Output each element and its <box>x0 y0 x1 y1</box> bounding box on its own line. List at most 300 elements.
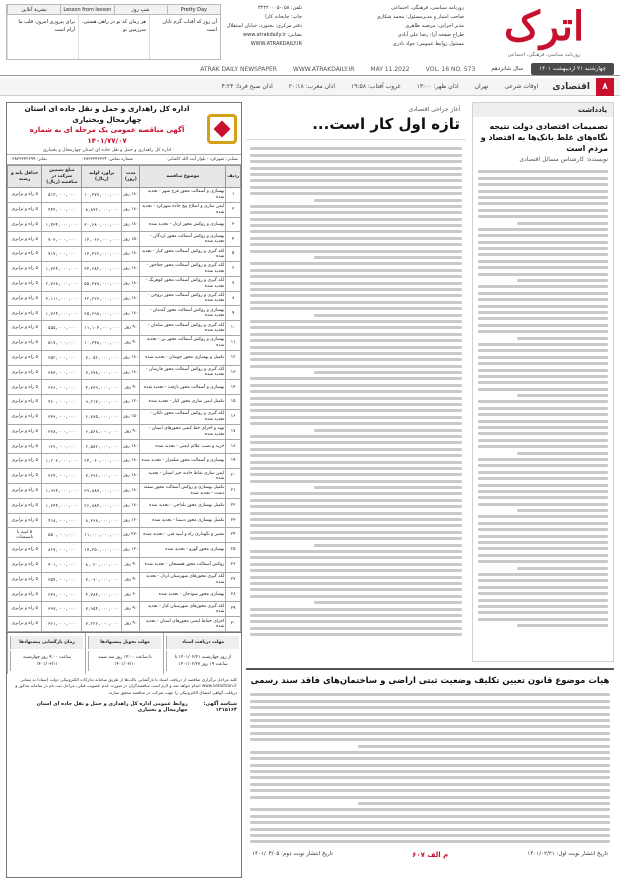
table-row <box>8 380 241 395</box>
text-line <box>250 840 610 843</box>
text-line <box>478 324 608 327</box>
notice-code: م الف ۶۰۷ <box>412 850 449 859</box>
row-subject: لکه گیری و روکش آسفالت محور کیار - تجدید شده <box>140 247 226 262</box>
table-row <box>8 276 241 291</box>
row-estimate: ۷,۰۵۲,۰۰۰,۰۰۰ <box>82 350 122 365</box>
text-line <box>478 541 608 544</box>
row-guarantee: ۸۶۷,۰۰۰,۰۰۰ <box>42 543 82 558</box>
row-estimate: ۱۱,۰۰۰,۰۰۰,۰۰۰ <box>82 528 122 543</box>
row-subject: تهیه و اجرای خط کشی محورهای استان - تجدید شده <box>140 424 226 439</box>
row-guarantee: ۴۱۸,۰۰۰,۰۰۰ <box>42 513 82 528</box>
row-estimate: ۸,۰۲۰,۰۰۰,۰۰۰ <box>82 557 122 572</box>
row-grade: ۵ راه و ترابری <box>8 365 42 380</box>
text-line <box>478 285 608 288</box>
deadline-value: ساعت ۹:۰۰ روز چهارشنبه ۱۴۰۱/۰۳/۱۱ <box>10 651 83 671</box>
text-line <box>478 349 608 352</box>
text-line <box>478 273 608 276</box>
row-number: ۸ <box>226 291 241 306</box>
text-line <box>250 582 462 585</box>
row-estimate: ۱۰,۴۷۷,۰۰۰,۰۰۰ <box>82 188 122 203</box>
row-duration: ۹۰ روز <box>122 335 140 350</box>
row-estimate: ۱۷,۳۵۰,۰۰۰,۰۰۰ <box>82 543 122 558</box>
row-duration: ۱۲۰ روز <box>122 395 140 410</box>
row-number: ۲۶ <box>226 557 241 572</box>
ad-tab[interactable]: شبِ روز <box>114 5 167 14</box>
row-grade: ۵ راه و ترابری <box>8 454 42 469</box>
column-header: موضوع مناقصه <box>140 166 226 188</box>
text-line <box>478 528 608 531</box>
paper-name-english: ATRAK DAILY NEWSPAPER <box>200 65 277 73</box>
row-grade: ۵ راه و ترابری <box>8 321 42 336</box>
text-line <box>250 397 462 400</box>
tender-table <box>7 165 241 632</box>
table-row <box>8 587 241 602</box>
text-line <box>250 492 462 495</box>
table-row <box>8 217 241 232</box>
text-line <box>250 531 462 534</box>
notes-author: نویسنده: کارشناس مسائل اقتصادی <box>519 156 608 163</box>
deadline-label: زمان بازگشایی پیشنهادها <box>10 636 83 649</box>
tender-org-title: اداره کل راهداری و حمل و نقل جاده ای استان چهارمحال وبختیاری <box>24 104 190 124</box>
row-number: ۱۴ <box>226 380 241 395</box>
text-line <box>314 601 462 604</box>
prayer-time: اذان ظهر: ۱۳:۰۰ <box>416 83 459 90</box>
prayer-time: اذان مغرب: ۲۰:۱۸ <box>288 83 336 90</box>
row-subject: بهسازی و روکش آسفالت محور گندمان - تجدید شده <box>140 306 226 321</box>
row-guarantee: ۱,۴۳۴,۰۰۰,۰۰۰ <box>42 217 82 232</box>
table-row <box>8 232 241 247</box>
text-line <box>358 745 610 748</box>
row-duration: ۱۸۰ روز <box>122 365 140 380</box>
tender-header <box>7 103 241 155</box>
table-row <box>8 572 241 587</box>
row-grade: ۵ راه و ترابری <box>8 291 42 306</box>
text-line <box>478 547 608 550</box>
text-line <box>250 738 610 741</box>
city-label: تهران <box>474 83 489 90</box>
tender-subtitle: اداره کل راهداری و حمل و نقل جاده ای استان چهارمحال و بختیاری <box>42 148 172 153</box>
text-line <box>250 160 462 163</box>
row-duration: ۱۵۰ روز <box>122 232 140 247</box>
row-subject: تعمیر و نگهداری راه و ابنیه فنی - تجدید شده <box>140 528 226 543</box>
row-estimate: ۳۴,۶۸۲,۰۰۰,۰۰۰ <box>82 261 122 276</box>
text-line <box>250 706 610 709</box>
text-line <box>478 439 608 442</box>
contact-line: تلفن: ۰۵۸-۳۲۲۲۰۰۰۵ <box>257 5 302 11</box>
row-grade: ۵ راه و ترابری <box>8 513 42 528</box>
table-row <box>8 306 241 321</box>
table-row <box>8 439 241 454</box>
text-line <box>478 253 608 256</box>
text-line <box>250 218 462 221</box>
text-line <box>478 407 608 410</box>
row-subject: تکمیل و بهسازی محور جونقان - تجدید شده <box>140 350 226 365</box>
notice-id: شناسه آگهی: ۱۳۱۵۱۶۴ <box>203 701 237 714</box>
ad-tab[interactable]: Pretty Day <box>167 5 220 14</box>
text-line <box>250 435 462 438</box>
row-estimate: ۷,۲۲۶,۰۰۰,۰۰۰ <box>82 617 122 632</box>
volume-number: VOL. 16 NO. 573 <box>425 65 476 73</box>
text-line <box>478 234 608 237</box>
row-subject: ایمن سازی و اصلاح پیچ جاده شهرکرد - تجدید شده <box>140 202 226 217</box>
row-duration: ۹۰ روز <box>122 602 140 617</box>
text-line <box>250 821 610 824</box>
text-line <box>250 789 610 792</box>
row-number: ۷ <box>226 276 241 291</box>
row-number: ۱۰ <box>226 321 241 336</box>
text-line <box>250 173 462 176</box>
table-row <box>8 469 241 484</box>
row-duration: ۹۰ روز <box>122 572 140 587</box>
row-estimate: ۱۴,۳۲۶,۰۰۰,۰۰۰ <box>82 247 122 262</box>
row-subject: بهسازی و روکش آسفالت محور بن - تجدید شده <box>140 335 226 350</box>
text-line <box>250 422 462 425</box>
prayer-times-label: اوقات شرعی <box>504 83 539 90</box>
table-row <box>8 424 241 439</box>
row-estimate: ۱۰,۳۴۸,۰۰۰,۰۰۰ <box>82 335 122 350</box>
row-duration: ۱۸۰ روز <box>122 202 140 217</box>
row-estimate: ۶۲,۲۲۶,۰۰۰,۰۰۰ <box>82 291 122 306</box>
row-duration: ۶۰ روز <box>122 587 140 602</box>
row-guarantee: ۳۸۳,۰۰۰,۰۰۰ <box>42 365 82 380</box>
text-line <box>478 241 608 244</box>
row-number: ۲۷ <box>226 572 241 587</box>
text-line <box>250 237 462 240</box>
row-guarantee: ۱۲۹,۰۰۰,۰۰۰ <box>42 439 82 454</box>
row-duration: ۱۸۰ روز <box>122 483 140 498</box>
text-line <box>250 275 462 278</box>
text-line <box>478 445 608 448</box>
row-guarantee: ۳,۱۱۱,۰۰۰,۰۰۰ <box>42 291 82 306</box>
text-line <box>250 757 610 760</box>
text-line <box>478 330 608 333</box>
row-estimate: ۸,۳۶۸,۰۰۰,۰۰۰ <box>82 513 122 528</box>
table-row <box>8 365 241 380</box>
column-header: ردیف <box>226 166 241 188</box>
notes-column <box>472 102 614 662</box>
row-grade: ۵ راه و ترابری <box>8 276 42 291</box>
text-line <box>314 486 462 489</box>
tender-notice <box>6 102 242 878</box>
row-number: ۱ <box>226 188 241 203</box>
row-number: ۲۲ <box>226 498 241 513</box>
text-line <box>517 509 608 512</box>
text-line <box>250 346 462 349</box>
text-line <box>478 420 608 423</box>
row-subject: ایمن سازی نقاط حادثه خیز استان - تجدید شده <box>140 469 226 484</box>
text-line <box>314 429 462 432</box>
text-line <box>250 326 462 329</box>
text-line <box>314 371 462 374</box>
text-line <box>250 796 610 799</box>
text-line <box>250 480 462 483</box>
row-estimate: ۲,۵۸۲,۰۰۰,۰۰۰ <box>82 439 122 454</box>
row-duration: ۹۰ روز <box>122 617 140 632</box>
text-line <box>250 834 610 837</box>
table-row <box>8 335 241 350</box>
text-line <box>478 605 608 608</box>
row-number: ۱۲ <box>226 350 241 365</box>
row-subject: لکه گیری محورهای شهرستان کیار - تجدید شده <box>140 602 226 617</box>
text-line <box>478 317 608 320</box>
row-grade: ۵ راه و ترابری <box>8 217 42 232</box>
table-row <box>8 617 241 632</box>
row-duration: ۱۵۰ روز <box>122 409 140 424</box>
row-estimate: ۳۰,۶۸۰,۰۰۰,۰۰۰ <box>82 217 122 232</box>
row-grade: ۵ راه و ترابری <box>8 543 42 558</box>
row-subject: تکمیل بهسازی و روکش آسفالت محور سفید دشت - تجدید شده <box>140 483 226 498</box>
text-line <box>250 524 462 527</box>
text-line <box>314 314 462 317</box>
row-guarantee: ۱,۷۳۴,۰۰۰,۰۰۰ <box>42 261 82 276</box>
text-line <box>250 518 462 521</box>
row-grade: ۵ راه و ترابری <box>8 395 42 410</box>
text-line <box>478 496 608 499</box>
row-grade: ۵ راه و ترابری <box>8 469 42 484</box>
text-line <box>358 802 610 805</box>
row-duration: ۱۸۰ روز <box>122 350 140 365</box>
row-estimate: ۱۱,۱۰۴,۰۰۰,۰۰۰ <box>82 321 122 336</box>
text-line <box>250 608 462 611</box>
tender-fax: نمابر: ۰۳۸۳۳۳۴۲۳۹۹ <box>10 157 47 162</box>
text-line <box>250 339 462 342</box>
text-line <box>478 292 608 295</box>
text-line <box>250 147 462 150</box>
text-line <box>250 454 462 457</box>
row-duration: ۱۸۰ روز <box>122 247 140 262</box>
text-line <box>250 719 610 722</box>
tender-phone: شماره تماس: ۰۳۸۳۳۳۴۲۳۳۴ <box>81 157 133 162</box>
row-guarantee: ۲۳۹,۰۰۰,۰۰۰ <box>42 587 82 602</box>
text-line <box>478 522 608 525</box>
text-line <box>478 503 608 506</box>
row-estimate: ۲۴,۰۶۰,۰۰۰,۰۰۰ <box>82 454 122 469</box>
newspaper-logo[interactable] <box>474 4 614 68</box>
editorial-headline[interactable]: تازه اول کار است... <box>246 113 466 140</box>
table-row <box>8 321 241 336</box>
row-number: ۲۵ <box>226 543 241 558</box>
text-line <box>250 595 462 598</box>
tender-address: نشانی: شهرکرد - بلوار آیت الله کاشانی <box>167 157 238 162</box>
table-row <box>8 602 241 617</box>
text-line <box>478 260 608 263</box>
row-grade: ۵ راه و ترابری <box>8 232 42 247</box>
row-guarantee: ۱,۷۶۴,۰۰۰,۰۰۰ <box>42 306 82 321</box>
row-guarantee: ۲۳۶,۰۰۰,۰۰۰ <box>42 380 82 395</box>
editorial-body-text <box>246 140 466 643</box>
row-number: ۶ <box>226 261 241 276</box>
text-line <box>250 700 610 703</box>
prayer-time: اذان صبح فردا: ۴:۲۴ <box>221 83 273 90</box>
row-grade: ۵ راه و ترابری <box>8 439 42 454</box>
row-grade: ۵ راه و ترابری <box>8 483 42 498</box>
row-guarantee: ۴۶۰,۰۰۰,۰۰۰ <box>42 395 82 410</box>
text-line <box>478 196 608 199</box>
text-line <box>517 394 608 397</box>
date-badge: چهارشنبه ۲۱ اردیبهشت ۱۴۰۱ <box>531 63 614 75</box>
text-line <box>250 409 462 412</box>
row-subject: اجرای حفاظ ایمنی محورهای استان - تجدید شده <box>140 617 226 632</box>
prayer-time: غروب آفتاب: ۱۹:۵۸ <box>351 83 401 90</box>
row-number: ۳ <box>226 217 241 232</box>
row-guarantee: ۱,۲۰۳,۰۰۰,۰۰۰ <box>42 454 82 469</box>
column-header: مبلغ تضمین شرکت در مناقصه (ریال) <box>42 166 82 188</box>
text-line <box>478 560 608 563</box>
row-number: ۱۵ <box>226 395 241 410</box>
row-subject: بهسازی محور سودجان - تجدید شده <box>140 587 226 602</box>
credit-line: روزنامه سیاسی، فرهنگی، اجتماعی <box>391 5 464 11</box>
table-row <box>8 528 241 543</box>
text-line <box>250 576 462 579</box>
dateline <box>0 62 620 76</box>
row-estimate: ۷,۹۵۴,۰۰۰,۰۰۰ <box>82 602 122 617</box>
row-number: ۲۹ <box>226 602 241 617</box>
row-subject: لکه گیری و روکش آسفالت محور بروجن - تجدید شده <box>140 291 226 306</box>
notes-headline[interactable]: تصمیمات اقتصادی دولت نتیجه نگاه‌های غلط بانک‌ها به اقتصاد و مردم است <box>480 122 608 153</box>
row-guarantee: ۷۰۳,۰۰۰,۰۰۰ <box>42 232 82 247</box>
contact-line: دفتر مرکزی: بجنورد، خیابان استقلال <box>226 23 302 29</box>
row-duration: ۹۰ روز <box>122 424 140 439</box>
row-estimate: ۸,۸۷۲,۰۰۰,۰۰۰ <box>82 202 122 217</box>
table-row <box>8 188 241 203</box>
text-line <box>478 305 608 308</box>
row-guarantee: ۵۵۵,۰۰۰,۰۰۰ <box>42 321 82 336</box>
row-subject: لکه گیری و روکش آسفالت محور ناغان - تجدید شده <box>140 409 226 424</box>
text-line <box>478 618 608 621</box>
contact-line[interactable]: WWW.ATRAKDAILY.IR <box>250 41 302 47</box>
row-duration: ۱۸۰ روز <box>122 261 140 276</box>
text-line <box>250 461 462 464</box>
text-line <box>478 432 608 435</box>
text-line <box>478 426 608 429</box>
text-line <box>250 186 462 189</box>
section-title: اقتصادی <box>552 81 590 92</box>
row-number: ۳۰ <box>226 617 241 632</box>
legal-notice-headline[interactable]: هیات موضوع قانون تعیین تکلیف وضعیت ثبتی اراضی و ساختمان‌های فاقد سند رسمی <box>250 676 610 686</box>
notes-body-text <box>473 170 613 627</box>
editorial-kicker: آغاز جراحی اقتصادی <box>408 106 460 113</box>
text-line <box>250 725 610 728</box>
text-line <box>250 537 462 540</box>
text-line <box>478 599 608 602</box>
text-line <box>250 230 462 233</box>
text-line <box>314 256 462 259</box>
text-line <box>517 279 608 282</box>
text-line <box>250 808 610 811</box>
text-line <box>517 337 608 340</box>
deadline-value: تا ساعت ۱۴:۰۰ روز سه شنبه ۱۴۰۱/۰۳/۱۰ <box>88 651 161 671</box>
table-row <box>8 261 241 276</box>
text-line <box>478 515 608 518</box>
row-estimate: ۷,۰۹۰,۰۰۰,۰۰۰ <box>82 572 122 587</box>
ad-strip[interactable] <box>6 4 221 60</box>
deadline-opening <box>7 633 85 674</box>
text-line <box>478 209 608 212</box>
row-grade: ۵ راه و ترابری <box>8 335 42 350</box>
text-line <box>250 250 462 253</box>
legal-notice-body <box>246 693 614 843</box>
deadline-value: از روز چهارشنبه ۱۴۰۱/۰۲/۲۱ تا ساعت ۱۹ روز ۱۴۰۱/۰۲/۲۷ <box>166 651 239 671</box>
table-row <box>8 291 241 306</box>
text-line <box>478 215 608 218</box>
row-grade: ۵ راه و ترابری <box>8 409 42 424</box>
deadline-label: مهلت تحویل پیشنهادها <box>88 636 161 649</box>
row-subject: روکش آسفالت محور هفشجان - تجدید شده <box>140 557 226 572</box>
text-line <box>517 624 608 627</box>
text-line <box>478 183 608 186</box>
publish-date-second: تاریخ انتشار نوبت دوم: ۱۴۰۱/۰۳/۰۵ <box>252 850 333 857</box>
text-line <box>250 192 462 195</box>
row-subject: لکه گیری محورهای شهرستان اردل - تجدید شده <box>140 572 226 587</box>
text-line <box>478 413 608 416</box>
text-line <box>478 400 608 403</box>
row-subject: تکمیل بهسازی محور بلداجی - تجدید شده <box>140 498 226 513</box>
tender-contact-info <box>7 155 241 165</box>
legal-notice-article <box>246 668 614 878</box>
contact-line: چاپ: چاپخانه کارا <box>265 14 302 20</box>
text-line <box>250 448 462 451</box>
text-line <box>250 269 462 272</box>
text-line <box>250 441 462 444</box>
tender-deadlines <box>7 632 241 674</box>
row-subject: بهسازی و روکش محور اردل - تجدید شده <box>140 217 226 232</box>
column-header: حداقل پایه و رشته <box>8 166 42 188</box>
row-duration: ۱۸۰ روز <box>122 217 140 232</box>
ad-tab[interactable]: نشریهٔ آنلاین <box>7 5 60 14</box>
text-line <box>517 452 608 455</box>
text-line <box>478 311 608 314</box>
row-estimate: ۷,۲۹۶,۰۰۰,۰۰۰ <box>82 469 122 484</box>
row-duration: ۱۸۰ روز <box>122 306 140 321</box>
row-duration: ۱۲۰ روز <box>122 543 140 558</box>
text-line <box>250 563 462 566</box>
row-estimate: ۶,۵۶۸,۰۰۰,۰۰۰ <box>82 424 122 439</box>
row-guarantee: ۳۵۲,۰۰۰,۰۰۰ <box>42 350 82 365</box>
site-url[interactable]: WWW.ATRAKDAILY.IR <box>292 65 355 73</box>
row-subject: تکمیل بهسازی محور دستنا - تجدید شده <box>140 513 226 528</box>
row-grade: ۵ راه و ترابری <box>8 557 42 572</box>
publish-date-first: تاریخ انتشار نوبت اول: ۱۴۰۱/۰۲/۲۱ <box>527 850 608 857</box>
row-number: ۵ <box>226 247 241 262</box>
text-line <box>314 199 462 202</box>
text-line <box>478 592 608 595</box>
contact-line: نشانی: www.atrakdaily.ir <box>243 32 302 38</box>
row-subject: لکه گیری و روکش آسفالت محور چغاخور - تجدید شده <box>140 261 226 276</box>
row-duration: ۱۸۰ روز <box>122 188 140 203</box>
text-line <box>250 751 610 754</box>
row-guarantee: ۴۰۱,۰۰۰,۰۰۰ <box>42 557 82 572</box>
row-number: ۱۶ <box>226 409 241 424</box>
row-subject: تکمیل ایمن سازی محور کیار - تجدید شده <box>140 395 226 410</box>
row-duration: ۹۰ روز <box>122 380 140 395</box>
text-line <box>478 247 608 250</box>
text-line <box>250 358 462 361</box>
page-number: ۸ <box>596 78 614 96</box>
row-number: ۲ <box>226 202 241 217</box>
text-line <box>250 294 462 297</box>
text-line <box>250 403 462 406</box>
ad-tab[interactable]: Lesson from lesson <box>60 5 113 14</box>
table-row <box>8 454 241 469</box>
table-header-row <box>8 166 241 188</box>
row-subject: لکه گیری و روکش آسفالت محور کوهرنگ - تجدید شده <box>140 276 226 291</box>
row-estimate: ۴,۷۸۴,۰۰۰,۰۰۰ <box>82 587 122 602</box>
text-line <box>250 693 610 696</box>
text-line <box>250 467 462 470</box>
row-number: ۲۳ <box>226 513 241 528</box>
text-line <box>250 512 462 515</box>
text-line <box>250 179 462 182</box>
